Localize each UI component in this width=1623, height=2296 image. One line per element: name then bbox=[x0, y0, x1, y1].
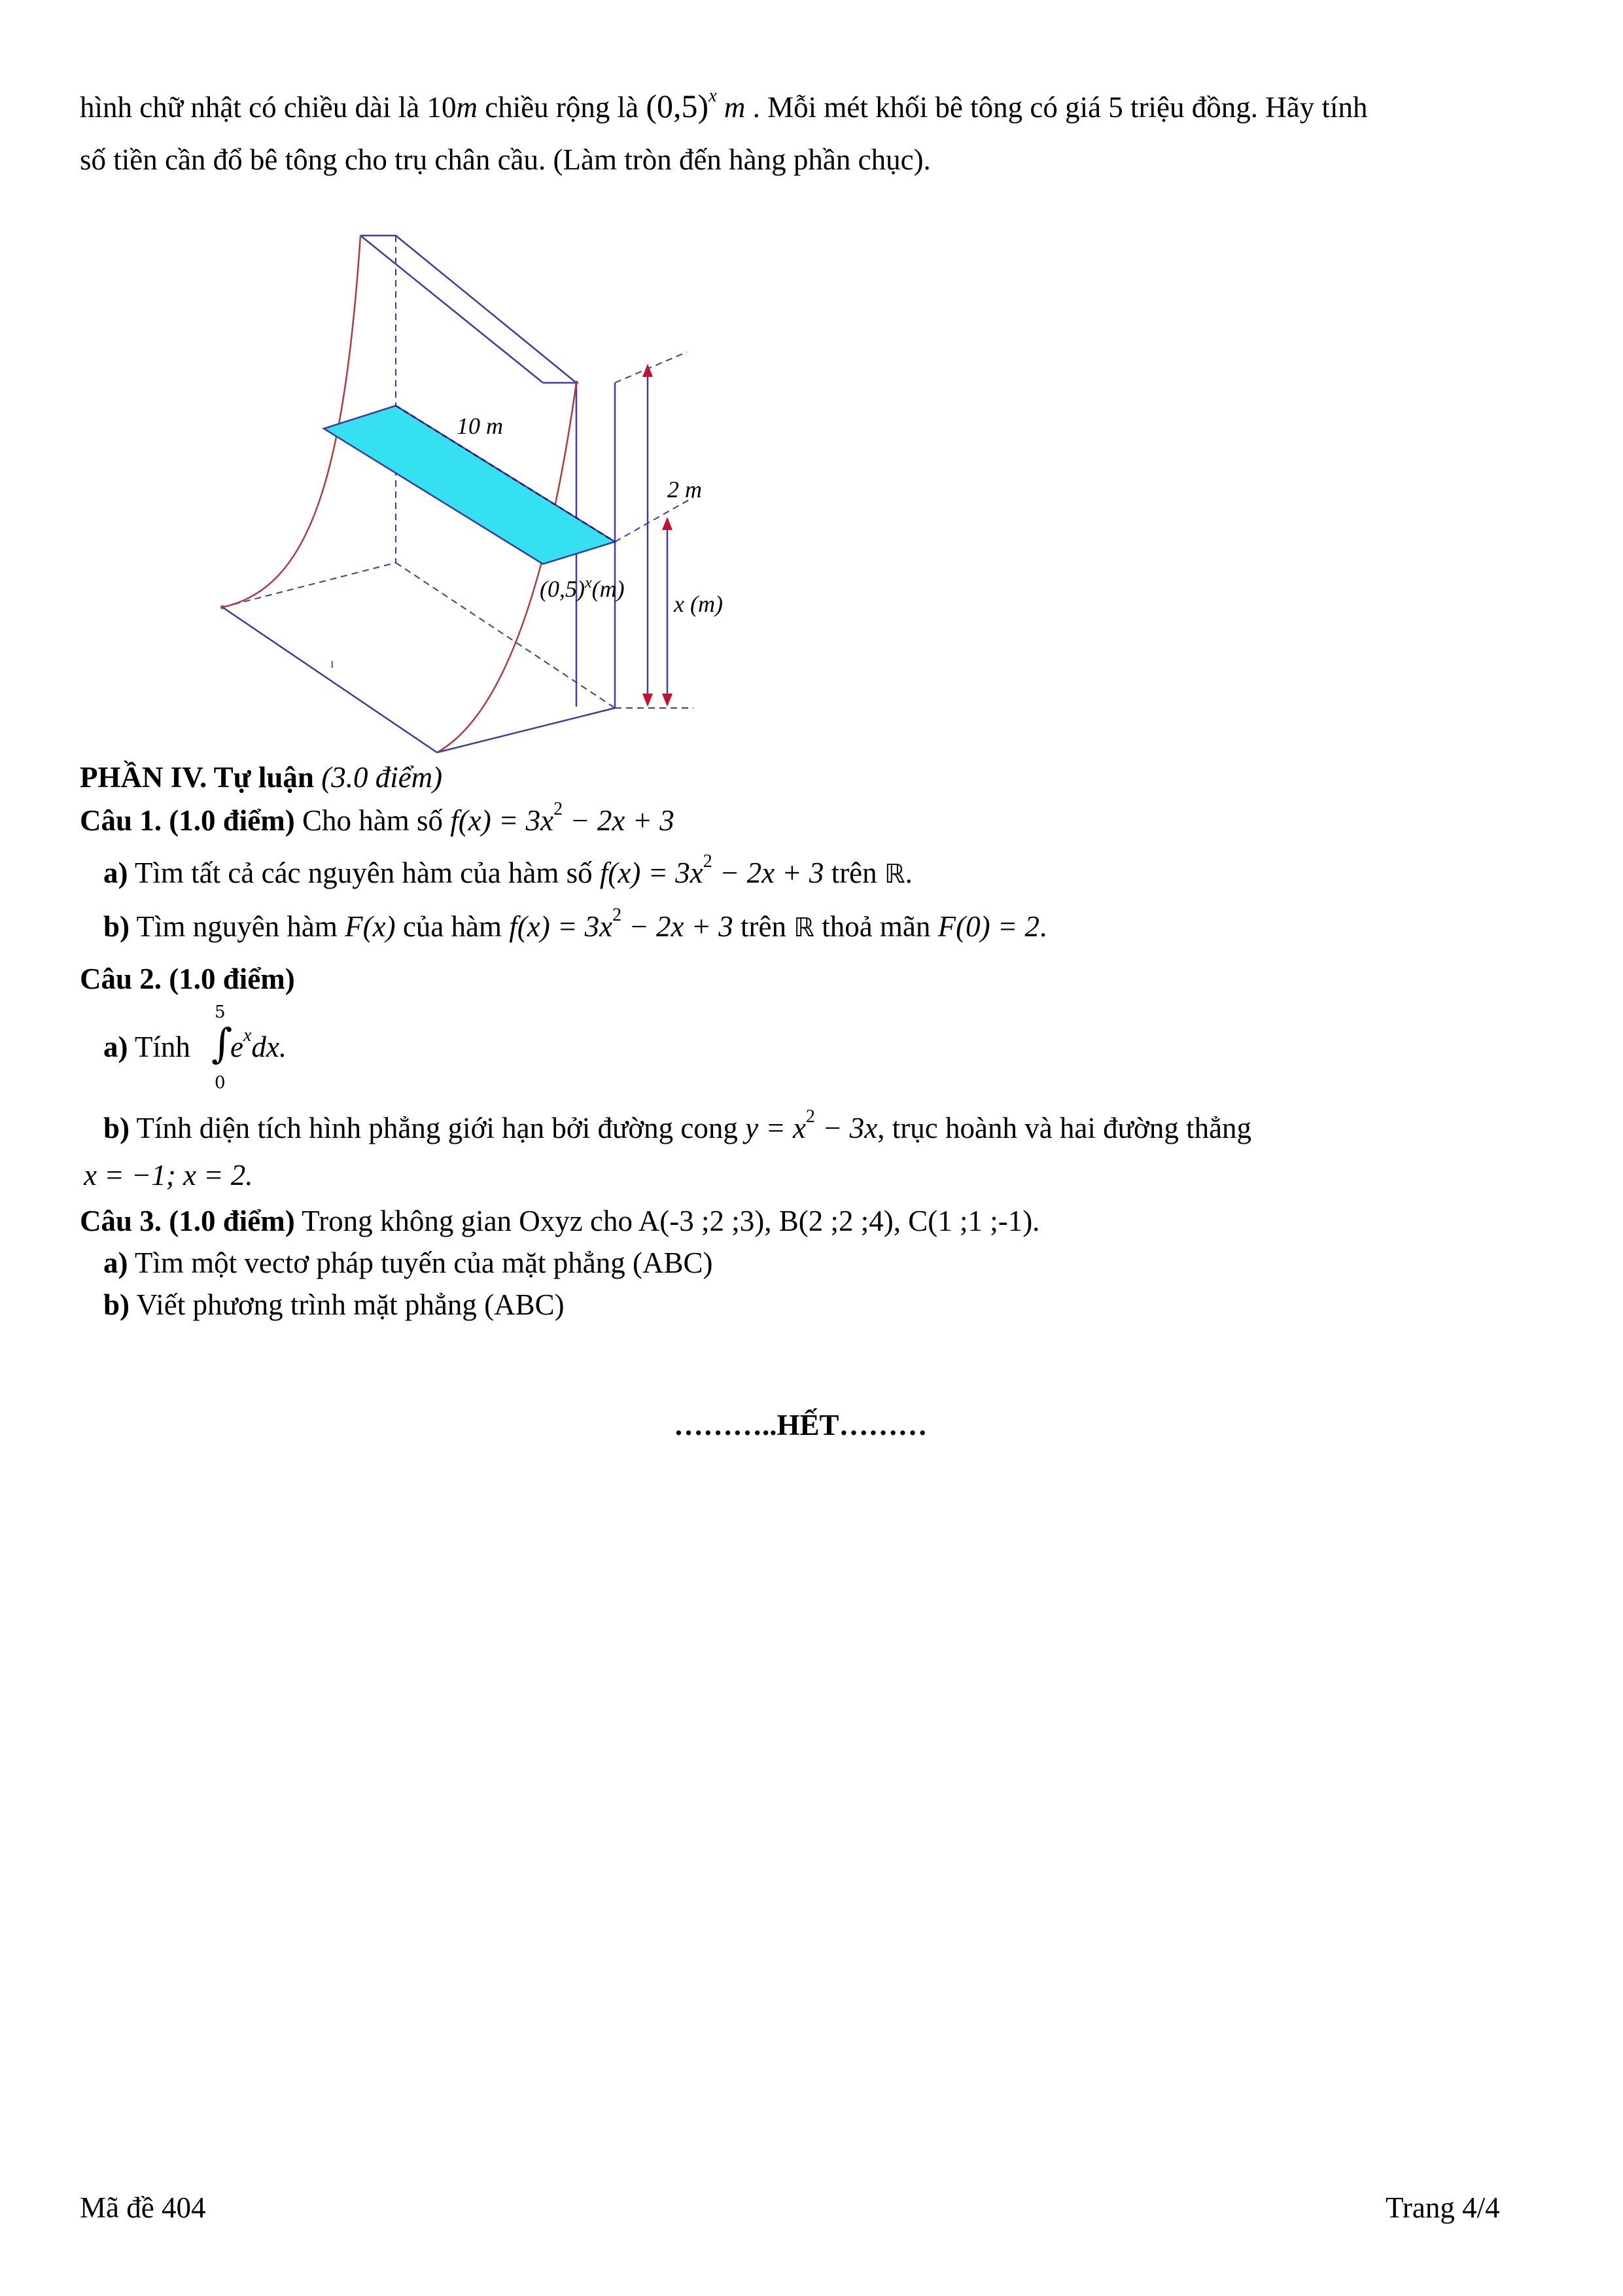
part-label: b) bbox=[103, 1112, 130, 1144]
func-expr-tail: − 2x + 3 bbox=[563, 804, 674, 837]
part-text: Tính diện tích hình phẳng giới hạn bởi đường cong bbox=[130, 1112, 746, 1144]
edge-line bbox=[360, 236, 543, 383]
q3-heading bbox=[80, 1203, 1039, 1239]
dimension-guide bbox=[615, 497, 693, 542]
q1-heading bbox=[80, 799, 674, 839]
func-exp: 2 bbox=[553, 799, 563, 819]
part-label: a) bbox=[103, 1246, 128, 1279]
label-width bbox=[540, 574, 625, 602]
func-expr: (x) = 3x bbox=[517, 910, 613, 943]
part-text: thoả mãn bbox=[814, 910, 938, 943]
antiderivative-name: F(x) bbox=[345, 910, 396, 943]
label-length: 10 m bbox=[457, 413, 503, 439]
q3-part-a bbox=[103, 1245, 713, 1281]
label-height: 2 m bbox=[667, 476, 702, 503]
left-curve bbox=[222, 236, 360, 607]
func-exp: 2 bbox=[703, 851, 712, 872]
real-set-symbol: ℝ bbox=[884, 859, 905, 889]
func-name: f bbox=[599, 857, 608, 889]
integrand-base: e bbox=[230, 1031, 243, 1063]
func-expr-tail: − 2x + 3 bbox=[621, 910, 733, 943]
vertex-dot bbox=[574, 381, 578, 385]
q2-bounds: x = −1; x = 2. bbox=[84, 1159, 253, 1192]
part-label: a) bbox=[103, 1031, 128, 1063]
part-text: trên bbox=[824, 857, 884, 889]
intro-text: hình chữ nhật có chiều dài là 10 bbox=[80, 91, 457, 124]
intro-text: . Mỗi mét khối bê tông có giá 5 triệu đồng. Hãy tính bbox=[745, 91, 1368, 124]
part-label: a) bbox=[103, 857, 128, 889]
func-name: f bbox=[509, 910, 517, 943]
intro-line-1 bbox=[80, 88, 1368, 126]
part-label: b) bbox=[103, 1288, 130, 1321]
label-width-unit: (m) bbox=[591, 576, 625, 602]
curve-expr-tail: − 3x bbox=[814, 1112, 878, 1144]
tick-mark: ı bbox=[330, 656, 334, 671]
label-width-exp: x bbox=[584, 574, 592, 592]
integrand-dx: dx. bbox=[251, 1031, 287, 1063]
arrow-head bbox=[642, 364, 653, 377]
integral-lower-limit: 0 bbox=[215, 1073, 226, 1093]
part-text: Tìm tất cả các nguyên hàm của hàm số bbox=[128, 857, 600, 889]
part-end: . bbox=[905, 857, 913, 889]
initial-condition: F(0) = 2 bbox=[937, 910, 1039, 943]
integral-upper-limit: 5 bbox=[215, 1002, 226, 1022]
q1-text: Cho hàm số bbox=[294, 804, 451, 837]
arrow-head bbox=[662, 694, 672, 707]
q1-part-b bbox=[103, 905, 1047, 946]
vertex-dot bbox=[220, 605, 224, 609]
integral-sign: ∫ bbox=[211, 1019, 233, 1067]
intro-text: chiều rộng là bbox=[477, 91, 646, 124]
pillar-figure bbox=[209, 222, 759, 759]
exam-code: Mã đề 404 bbox=[80, 2191, 206, 2224]
hidden-edge bbox=[222, 563, 396, 607]
part-text: trên bbox=[733, 910, 794, 943]
base-edge bbox=[222, 607, 437, 752]
section-title: PHẦN IV. Tự luận bbox=[80, 761, 314, 794]
func-expr: (x) = 3x bbox=[458, 804, 554, 837]
q2-part-a bbox=[103, 1029, 190, 1065]
func-name: f bbox=[450, 804, 459, 837]
q1-label: Câu 1. (1.0 điểm) bbox=[80, 804, 295, 837]
q2-part-b bbox=[103, 1106, 1252, 1146]
label-x: x (m) bbox=[674, 591, 723, 617]
part-text: Tính bbox=[128, 1031, 190, 1063]
arrow-head bbox=[662, 517, 672, 530]
part-text: Tìm một vectơ pháp tuyến của mặt phẳng (ABC) bbox=[128, 1246, 713, 1279]
q3-label: Câu 3. (1.0 điểm) bbox=[80, 1205, 295, 1237]
part-text: của hàm bbox=[395, 910, 510, 943]
end-mark: ………..HẾT……… bbox=[674, 1409, 928, 1441]
width-expression: (0,5) bbox=[646, 88, 709, 124]
q1-part-a bbox=[103, 851, 913, 892]
label-width-base: (0,5) bbox=[540, 576, 585, 602]
curve-expr: y = x bbox=[745, 1112, 806, 1144]
real-set-symbol: ℝ bbox=[794, 913, 814, 943]
integrand-exp: x bbox=[243, 1025, 252, 1046]
q3-part-b bbox=[103, 1286, 565, 1323]
intro-line-2: số tiền cần đổ bê tông cho trụ chân cầu. (Làm tròn đến hàng phần chục). bbox=[80, 143, 931, 176]
top-face bbox=[360, 236, 576, 383]
func-expr: (x) = 3x bbox=[608, 857, 703, 889]
section-heading bbox=[80, 759, 442, 796]
page-number: Trang 4/4 bbox=[1386, 2191, 1500, 2224]
integral-integrand bbox=[230, 1025, 287, 1065]
q2-heading: Câu 2. (1.0 điểm) bbox=[80, 963, 295, 995]
q3-text: Trong không gian Oxyz cho A(-3 ;2 ;3), B(2 ;2 ;4), C(1 ;1 ;-1). bbox=[294, 1205, 1040, 1237]
part-end: . bbox=[1039, 910, 1047, 943]
arrow-head bbox=[642, 694, 653, 707]
section-points: (3.0 điểm) bbox=[313, 761, 443, 794]
dimension-guide bbox=[615, 352, 687, 383]
part-label: b) bbox=[103, 910, 130, 943]
func-exp: 2 bbox=[612, 905, 622, 925]
pillar-diagram bbox=[209, 222, 759, 759]
part-text: Viết phương trình mặt phẳng (ABC) bbox=[130, 1288, 565, 1321]
func-expr-tail: − 2x + 3 bbox=[712, 857, 824, 889]
part-text: , trục hoành và hai đường thẳng bbox=[877, 1112, 1252, 1144]
width-unit: m bbox=[716, 91, 746, 124]
curve-exp: 2 bbox=[805, 1106, 815, 1127]
intro-unit: m bbox=[456, 91, 478, 124]
width-exponent: x bbox=[708, 86, 717, 106]
part-text: Tìm nguyên hàm bbox=[130, 910, 345, 943]
